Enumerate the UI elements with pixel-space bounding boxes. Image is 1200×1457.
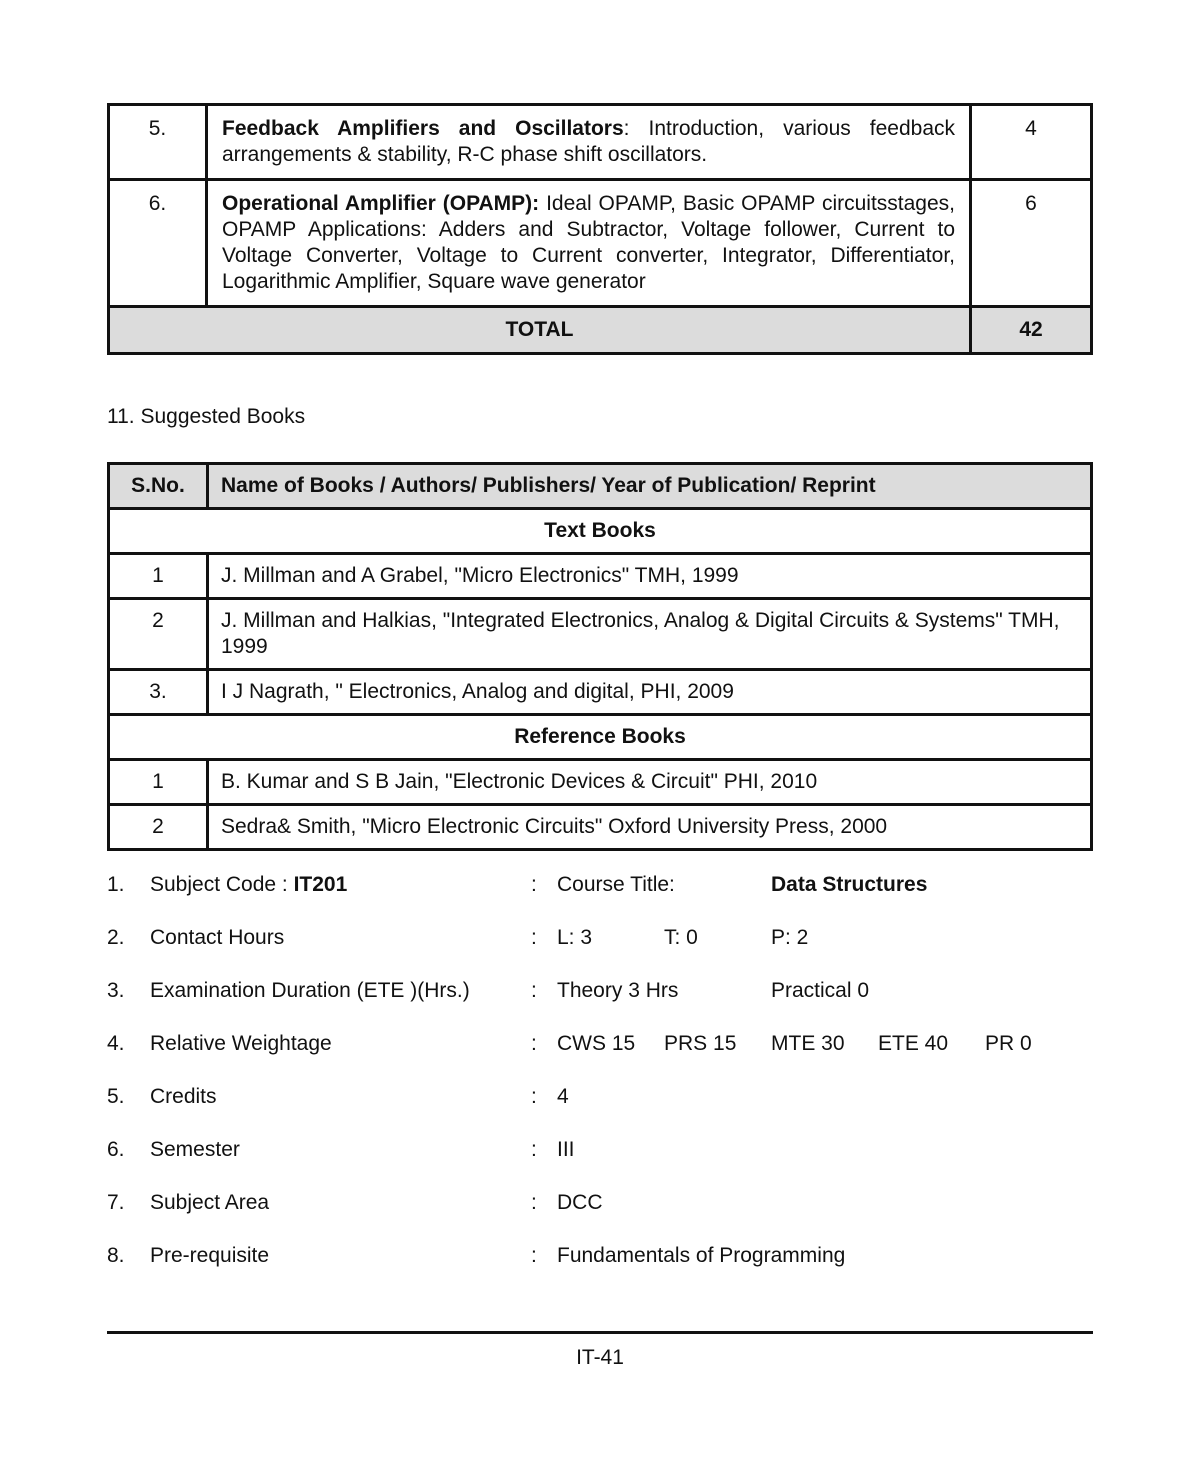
subject-code-label bbox=[150, 870, 347, 900]
section-row bbox=[109, 509, 1092, 554]
suggested-books-heading: 11. Suggested Books bbox=[107, 405, 306, 428]
unit-hours: 4 bbox=[971, 105, 1092, 180]
table-row bbox=[109, 670, 1092, 715]
table-row bbox=[109, 805, 1092, 850]
colon: : bbox=[531, 1032, 537, 1055]
subject-code-row bbox=[107, 870, 1093, 900]
book-sno: 3. bbox=[109, 670, 208, 715]
subject-code-prefix: Subject Code : bbox=[150, 873, 294, 896]
subject-code-value: IT201 bbox=[293, 873, 348, 896]
course-title-label: Course Title: bbox=[557, 873, 675, 896]
credits-value: 4 bbox=[557, 1085, 569, 1108]
unit-description bbox=[207, 180, 971, 307]
book-sno: 2 bbox=[109, 805, 208, 850]
book-name: B. Kumar and S B Jain, "Electronic Devices & Circuit" PHI, 2010 bbox=[208, 760, 1092, 805]
cws-weight: CWS 15 bbox=[557, 1032, 636, 1055]
subject-area-label: Subject Area bbox=[150, 1191, 270, 1214]
colon: : bbox=[531, 1085, 537, 1108]
total-row bbox=[109, 307, 1092, 354]
book-name: J. Millman and Halkias, "Integrated Electronics, Analog & Digital Circuits & Systems" TMH, 1999 bbox=[208, 599, 1092, 670]
unit-title: Operational Amplifier (OPAMP): bbox=[222, 192, 540, 215]
total-label: TOTAL bbox=[109, 307, 971, 354]
prerequisite-value: Fundamentals of Programming bbox=[557, 1244, 846, 1267]
colon: : bbox=[531, 873, 537, 896]
colon: : bbox=[531, 1191, 537, 1214]
prerequisite-label: Pre-requisite bbox=[150, 1244, 270, 1267]
tutorial-hours: T: 0 bbox=[664, 926, 698, 949]
course-title-text: Data Structures bbox=[771, 873, 928, 896]
page-number: IT-41 bbox=[576, 1346, 624, 1369]
theory-duration: Theory 3 Hrs bbox=[557, 979, 679, 1002]
semester-value: III bbox=[557, 1138, 575, 1161]
contact-hours-label: Contact Hours bbox=[150, 926, 285, 949]
footer-divider bbox=[107, 1331, 1093, 1334]
mte-weight: MTE 30 bbox=[771, 1032, 845, 1055]
total-value: 42 bbox=[971, 307, 1092, 354]
unit-number: 5. bbox=[109, 105, 207, 180]
col-sno-header: S.No. bbox=[109, 464, 208, 509]
item-number: 7. bbox=[107, 1191, 125, 1214]
unit-title: Feedback Amplifiers and Oscillators bbox=[222, 117, 624, 140]
books-header-row bbox=[109, 464, 1092, 509]
colon: : bbox=[531, 1138, 537, 1161]
item-number: 1. bbox=[107, 873, 125, 896]
section-row bbox=[109, 715, 1092, 760]
item-number: 3. bbox=[107, 979, 125, 1002]
contact-hours-row bbox=[107, 923, 1093, 953]
colon: : bbox=[531, 926, 537, 949]
practical-hours: P: 2 bbox=[771, 926, 809, 949]
subject-area-value: DCC bbox=[557, 1191, 603, 1214]
text-books-label: Text Books bbox=[109, 509, 1092, 554]
col-name-header: Name of Books / Authors/ Publishers/ Year of Publication/ Reprint bbox=[208, 464, 1092, 509]
colon: : bbox=[531, 1244, 537, 1267]
book-sno: 2 bbox=[109, 599, 208, 670]
book-name: J. Millman and A Grabel, "Micro Electronics" TMH, 1999 bbox=[208, 554, 1092, 599]
unit-number: 6. bbox=[109, 180, 207, 307]
item-number: 8. bbox=[107, 1244, 125, 1267]
book-sno: 1 bbox=[109, 554, 208, 599]
item-number: 4. bbox=[107, 1032, 125, 1055]
semester-label: Semester bbox=[150, 1138, 240, 1161]
credits-label: Credits bbox=[150, 1085, 217, 1108]
subject-area-row bbox=[107, 1188, 1093, 1218]
semester-row bbox=[107, 1135, 1093, 1165]
unit-text: Ideal OPAMP, Basic OPAMP circuitsstages, OPAMP Applications: Adders and Subtractor, Voltage follower, Current to Voltage Converter, Voltage to Current converter, Integrator, Differentiator, Logarithmic Amplifier, Square wave generator bbox=[222, 192, 956, 293]
table-row bbox=[109, 180, 1092, 307]
colon: : bbox=[531, 979, 537, 1002]
relative-weightage-row bbox=[107, 1029, 1093, 1059]
book-name: Sedra& Smith, "Micro Electronic Circuits" Oxford University Press, 2000 bbox=[208, 805, 1092, 850]
exam-duration-label: Examination Duration (ETE )(Hrs.) bbox=[150, 979, 470, 1002]
item-number: 6. bbox=[107, 1138, 125, 1161]
table-row bbox=[109, 760, 1092, 805]
item-number: 5. bbox=[107, 1085, 125, 1108]
prerequisite-row bbox=[107, 1241, 1093, 1271]
relative-weightage-label: Relative Weightage bbox=[150, 1032, 332, 1055]
unit-description bbox=[207, 105, 971, 180]
table-row bbox=[109, 554, 1092, 599]
syllabus-table bbox=[107, 103, 1093, 355]
pr-weight: PR 0 bbox=[985, 1032, 1032, 1055]
item-number: 2. bbox=[107, 926, 125, 949]
exam-duration-row bbox=[107, 976, 1093, 1006]
unit-hours: 6 bbox=[971, 180, 1092, 307]
table-row bbox=[109, 599, 1092, 670]
book-name: I J Nagrath, " Electronics, Analog and digital, PHI, 2009 bbox=[208, 670, 1092, 715]
course-title-value bbox=[771, 870, 927, 900]
prs-weight: PRS 15 bbox=[664, 1032, 737, 1055]
books-table bbox=[107, 462, 1093, 851]
book-sno: 1 bbox=[109, 760, 208, 805]
unit-text: : Introduction, various feedback arrangements & stability, R-C phase shift oscillators. bbox=[222, 117, 955, 166]
credits-row bbox=[107, 1082, 1093, 1112]
practical-duration: Practical 0 bbox=[771, 979, 870, 1002]
reference-books-label: Reference Books bbox=[109, 715, 1092, 760]
lecture-hours: L: 3 bbox=[557, 926, 593, 949]
ete-weight: ETE 40 bbox=[878, 1032, 949, 1055]
table-row bbox=[109, 105, 1092, 180]
